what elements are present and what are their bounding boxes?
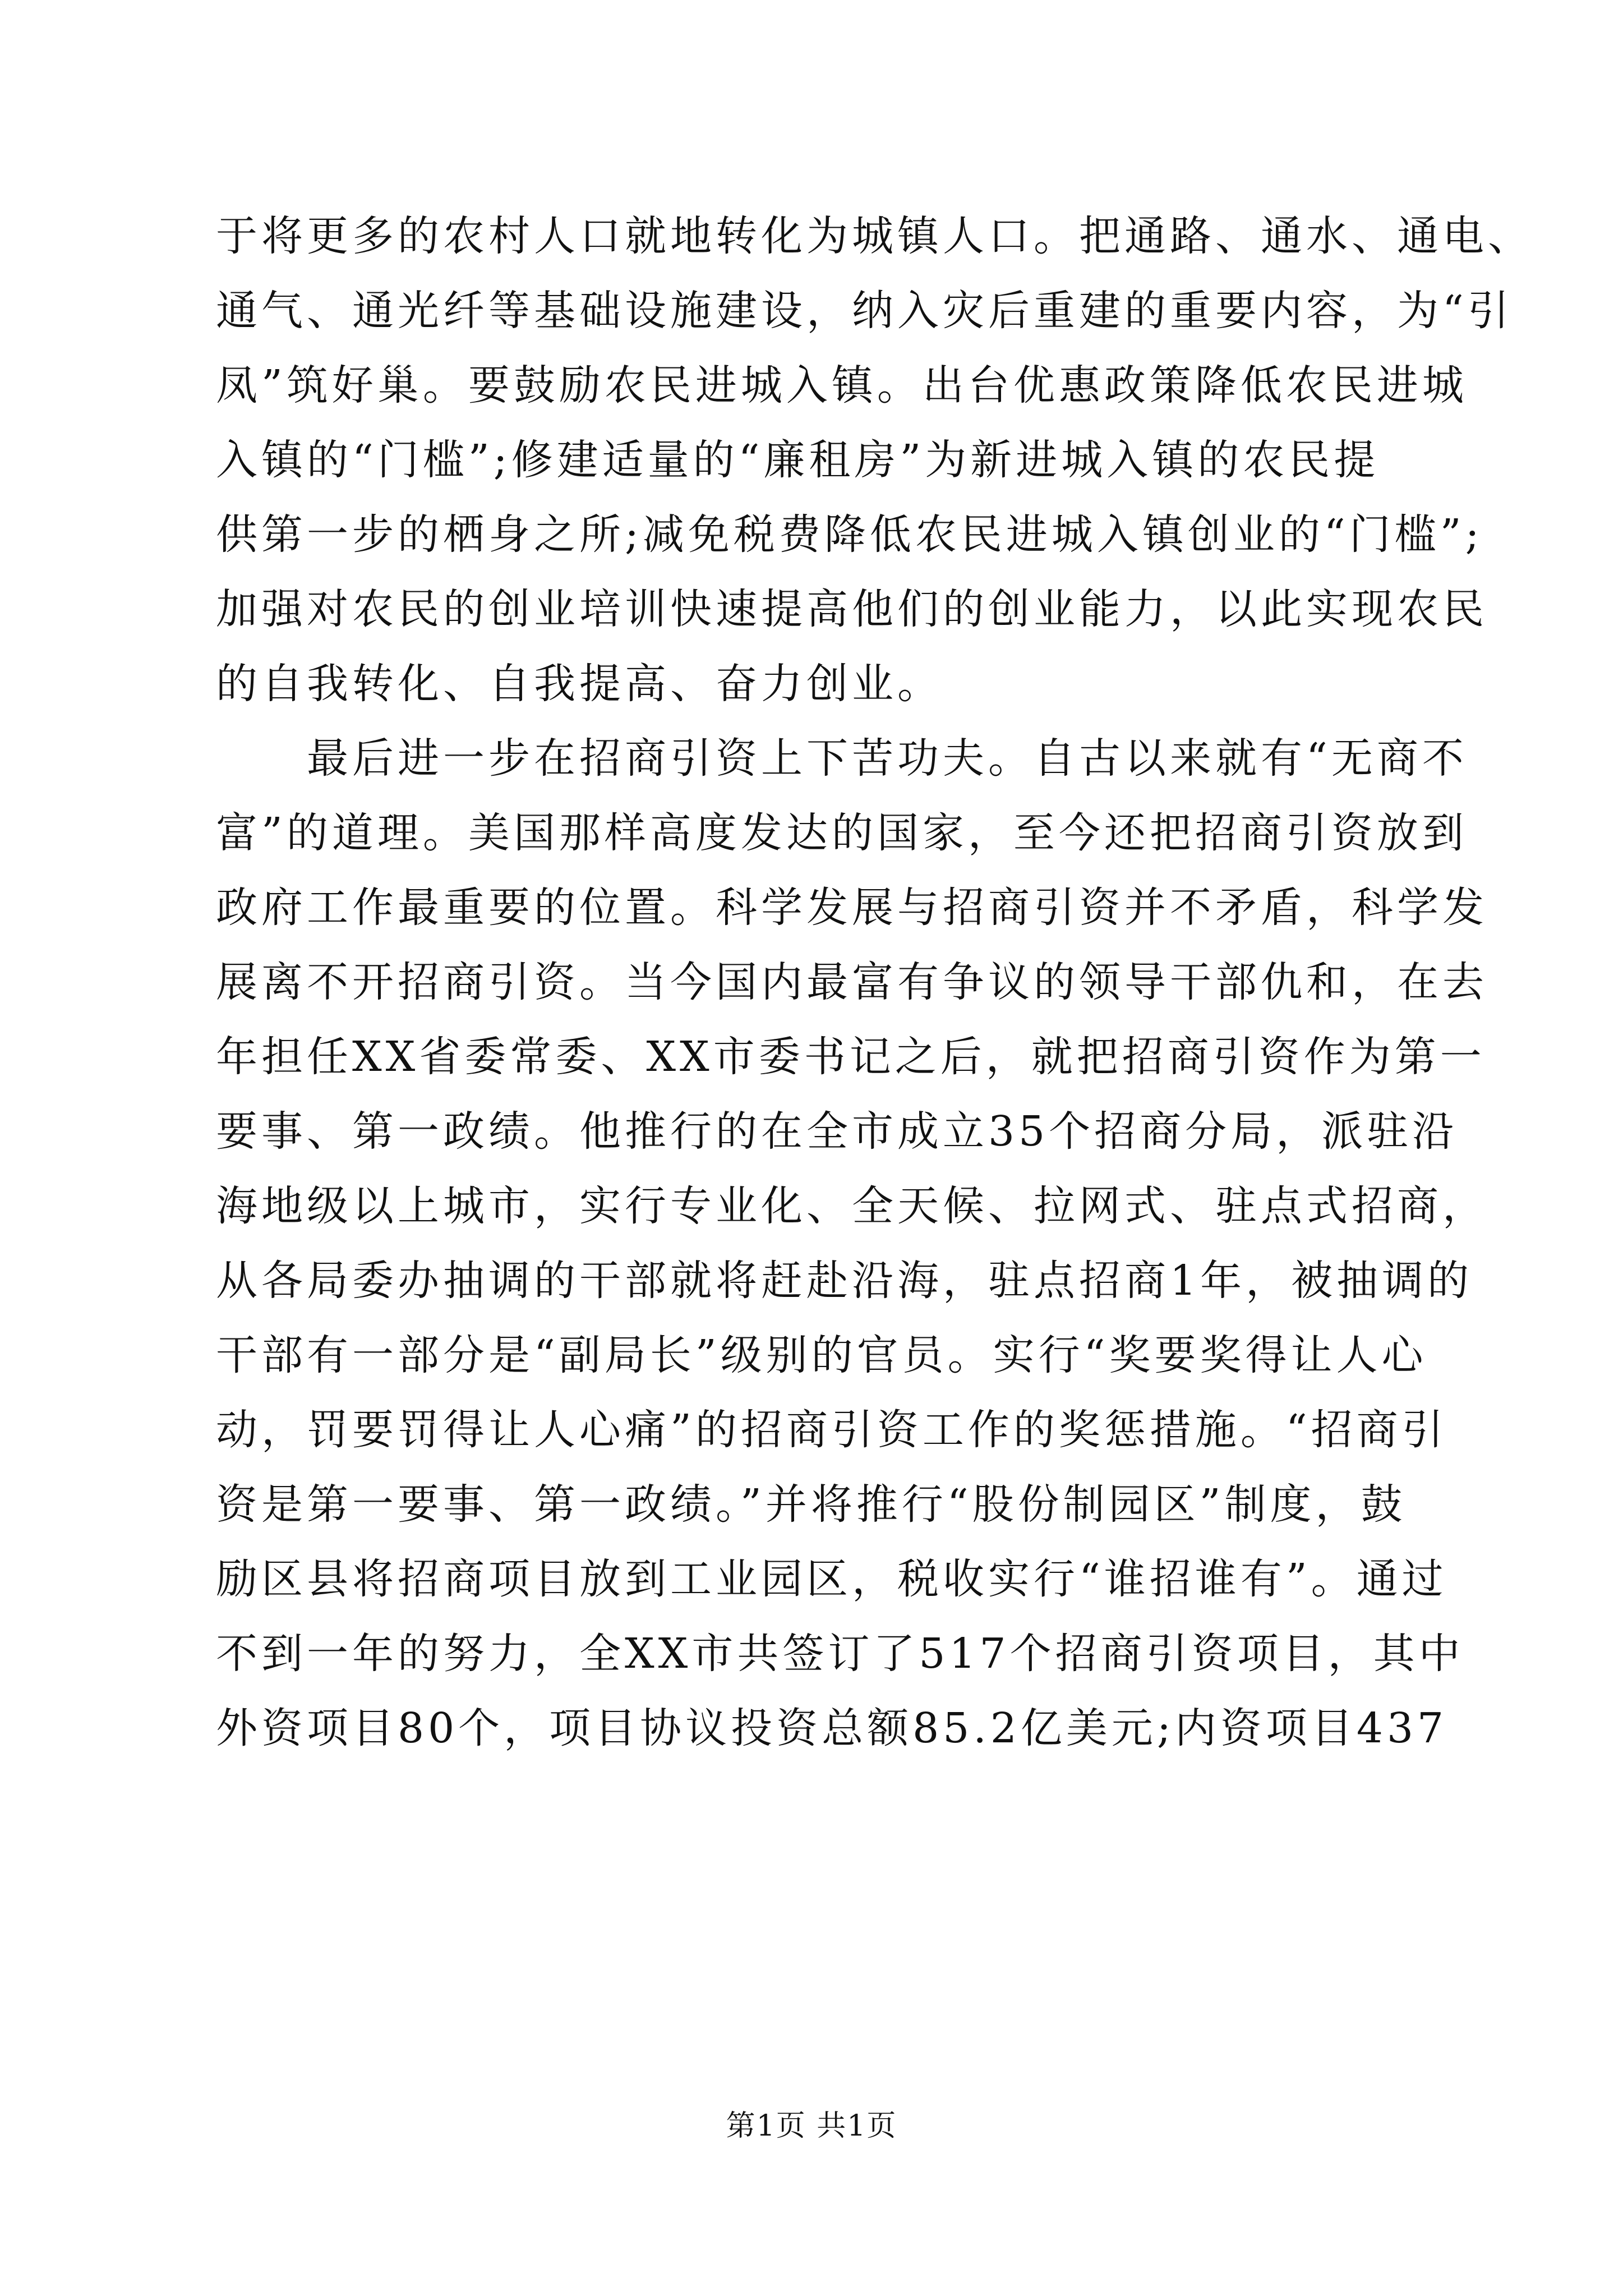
text-line: 供第一步的栖身之所;减免税费降低农民进城入镇创业的“门槛”; <box>216 510 1483 559</box>
text-line: 入镇的“门槛”;修建适量的“廉租房”为新进城入镇的农民提 <box>216 436 1380 484</box>
text-line: 不到一年的努力，全XX市共签订了517个招商引资项目，其中 <box>216 1630 1464 1678</box>
text-line: 从各局委办抽调的干部就将赶赴沿海，驻点招商1年，被抽调的 <box>216 1257 1473 1305</box>
text-line: 凤”筑好巢。要鼓励农民进城入镇。出台优惠政策降低农民进城 <box>216 361 1468 409</box>
text-line: 外资项目80个，项目协议投资总额85.2亿美元;内资项目437 <box>216 1704 1448 1752</box>
text-line: 最后进一步在招商引资上下苦功夫。自古以来就有“无商不 <box>216 734 1468 783</box>
text-line: 展离不开招商引资。当今国内最富有争议的领导干部仇和，在去 <box>216 958 1488 1006</box>
text-line: 的自我转化、自我提高、奋力创业。 <box>216 660 943 708</box>
body-text <box>216 199 1533 1766</box>
text-line: 于将更多的农村人口就地转化为城镇人口。把通路、通水、通电、 <box>216 212 1533 260</box>
text-line: 年担任XX省委常委、XX市委书记之后，就把招商引资作为第一 <box>216 1033 1486 1081</box>
text-line: 政府工作最重要的位置。科学发展与招商引资并不矛盾，科学发 <box>216 884 1488 932</box>
text-line: 动，罚要罚得让人心痛”的招商引资工作的奖惩措施。“招商引 <box>216 1406 1447 1454</box>
text-line: 富”的道理。美国那样高度发达的国家，至今还把招商引资放到 <box>216 809 1468 857</box>
text-line: 通气、通光纤等基础设施建设，纳入灾后重建的重要内容，为“引 <box>216 287 1513 335</box>
text-line: 资是第一要事、第一政绩。”并将推行“股份制园区”制度，鼓 <box>216 1480 1407 1529</box>
text-line: 加强对农民的创业培训快速提高他们的创业能力，以此实现农民 <box>216 585 1488 633</box>
text-line: 励区县将招商项目放到工业园区，税收实行“谁招谁有”。通过 <box>216 1555 1447 1603</box>
page-footer: 第1页 共1页 <box>726 2109 897 2143</box>
text-line: 海地级以上城市，实行专业化、全天候、拉网式、驻点式招商， <box>216 1182 1488 1230</box>
text-line: 干部有一部分是“副局长”级别的官员。实行“奖要奖得让人心 <box>216 1331 1427 1379</box>
text-line: 要事、第一政绩。他推行的在全市成立35个招商分局，派驻沿 <box>216 1107 1458 1156</box>
